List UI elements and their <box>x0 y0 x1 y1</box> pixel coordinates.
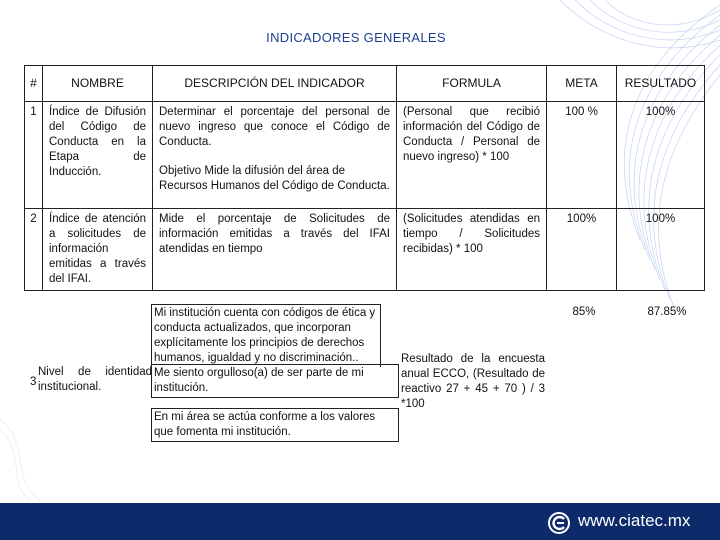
indicators-table <box>24 65 705 291</box>
table-header-row <box>25 66 705 102</box>
row-number: 2 <box>25 209 43 291</box>
row-descripcion: Mide el porcentaje de Solicitudes de información emitidas a través del IFAI atendidas en tiempo <box>153 209 397 291</box>
row3-descripcion-3: En mi área se actúa conforme a los valores que fomenta mi institución. <box>151 408 399 442</box>
row-formula: (Personal que recibió información del Código de Conducta / Personal de nuevo ingreso) * 100 <box>397 102 547 209</box>
row-resultado: 100% <box>617 209 705 291</box>
footer-url[interactable]: www.ciatec.mx <box>578 511 691 530</box>
row3-nombre: Nivel de identidad institucional. <box>38 366 152 393</box>
row-objetivo-text: Objetivo Mide la difusión del área de Recursos Humanos del Código de Conducta. <box>159 164 390 192</box>
row3-descripcion-1: Mi institución cuenta con códigos de ética y conducta actualizados, que incorporan explícitamente los principios de derechos humanos, igualdad y no discriminación.. <box>151 304 381 367</box>
row-meta: 100% <box>547 209 617 291</box>
table-row <box>25 209 705 291</box>
row3-number: 3 <box>30 376 37 388</box>
header-formula: FORMULA <box>397 66 547 102</box>
row-nombre: Índice de Difusión del Código de Conducta en la Etapa de Inducción. <box>43 102 153 209</box>
row-formula: (Solicitudes atendidas en tiempo / Solicitudes recibidas) * 100 <box>397 209 547 291</box>
table-row <box>25 102 705 209</box>
header-meta: META <box>547 66 617 102</box>
row3-resultado: 87.85% <box>647 306 687 318</box>
header-descripcion: DESCRIPCIÓN DEL INDICADOR <box>153 66 397 102</box>
page-title: INDICADORES GENERALES <box>266 30 446 45</box>
row3-meta: 85% <box>572 306 596 318</box>
row-descripcion <box>153 102 397 209</box>
header-nombre: NOMBRE <box>43 66 153 102</box>
row-resultado: 100% <box>617 102 705 209</box>
row3-descripcion-2: Me siento orgulloso(a) de ser parte de mi institución. <box>151 364 399 398</box>
ciatec-logo-icon <box>548 512 570 534</box>
header-number: # <box>25 66 43 102</box>
row-nombre: Índice de atención a solicitudes de información emitidas a través del IFAI. <box>43 209 153 291</box>
row-number: 1 <box>25 102 43 209</box>
row-descripcion-text: Determinar el porcentaje del personal de nuevo ingreso que conoce el Código de Conducta. <box>159 106 390 148</box>
row-meta: 100 % <box>547 102 617 209</box>
header-resultado: RESULTADO <box>617 66 705 102</box>
row3-formula: Resultado de la encuesta anual ECCO, (Resultado de reactivo 27 + 45 + 70 ) / 3 *100 <box>401 353 545 410</box>
